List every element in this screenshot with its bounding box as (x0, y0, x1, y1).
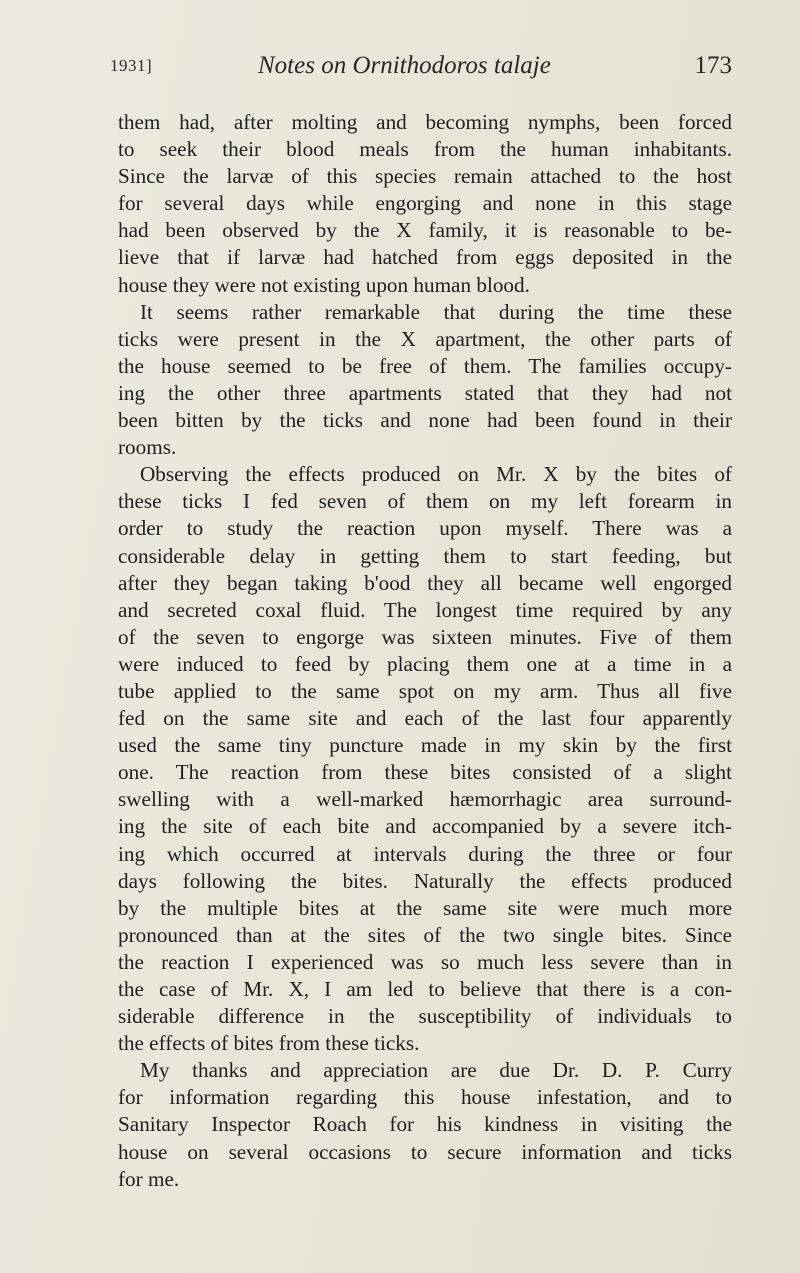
text-line: them had, after molting and becoming nymphs, been forced (118, 110, 732, 134)
text-line: house they were not existing upon human blood. (118, 272, 530, 297)
text-line: and secreted coxal fluid. The longest time required by any (118, 597, 732, 622)
text-line: ing which occurred at intervals during the three or four (118, 841, 732, 866)
text-line: for me. (118, 1166, 180, 1191)
text-line: the house seemed to be free of them. The families occupy- (118, 353, 732, 378)
page-number: 173 (694, 52, 732, 79)
running-header (110, 52, 732, 92)
text-line: lieve that if larvæ had hatched from eggs deposited in the (118, 245, 732, 270)
header-year: 1931] (110, 56, 153, 75)
text-line: order to study the reaction upon myself. There was a (118, 516, 732, 541)
text-line: Observing the effects produced on Mr. X by the bites of (140, 462, 732, 487)
text-line: siderable difference in the susceptibility of individuals to (118, 1004, 732, 1029)
header-title: Notes on Ornithodoros talaje (258, 52, 551, 79)
text-line: after they began taking b'ood they all became well engorged (118, 570, 732, 595)
text-line: the case of Mr. X, I am led to believe that there is a con- (118, 977, 732, 1001)
text-line: days following the bites. Naturally the effects produced (118, 868, 732, 893)
text-line: house on several occasions to secure information and ticks (118, 1139, 732, 1164)
text-line: fed on the same site and each of the last four apparently (118, 706, 732, 731)
text-line: to seek their blood meals from the human inhabitants. (118, 137, 732, 162)
text-line: been bitten by the ticks and none had been found in their (118, 408, 732, 433)
text-line: these ticks I fed seven of them on my left forearm in (118, 489, 732, 514)
text-line: ing the site of each bite and accompanied by a severe itch- (118, 814, 732, 839)
text-line: the effects of bites from these ticks. (118, 1031, 420, 1056)
text-line: swelling with a well-marked hæmorrhagic area surround- (118, 787, 732, 812)
text-line: of the seven to engorge was sixteen minutes. Five of them (118, 624, 732, 649)
text-line: the reaction I experienced was so much less severe than in (118, 949, 732, 974)
text-line: Sanitary Inspector Roach for his kindness in visiting the (118, 1112, 732, 1137)
text-line: one. The reaction from these bites consisted of a slight (118, 760, 732, 785)
text-line: tube applied to the same spot on my arm. Thus all five (118, 678, 732, 703)
text-line: rooms. (118, 435, 177, 460)
text-line: pronounced than at the sites of the two single bites. Since (118, 922, 732, 947)
text-line: My thanks and appreciation are due Dr. D. P. Curry (140, 1058, 732, 1083)
text-line: It seems rather remarkable that during the time these (140, 299, 732, 324)
text-line: Since the larvæ of this species remain attached to the host (118, 164, 732, 189)
text-line: had been observed by the X family, it is reasonable to be- (118, 218, 732, 243)
text-line: were induced to feed by placing them one at a time in a (118, 651, 732, 676)
text-line: used the same tiny puncture made in my skin by the first (118, 733, 732, 758)
text-line: ticks were present in the X apartment, the other parts of (118, 326, 732, 351)
article-body (118, 109, 732, 1193)
text-line: for several days while engorging and none in this stage (118, 191, 732, 216)
text-line: by the multiple bites at the same site were much more (118, 895, 732, 920)
text-line: for information regarding this house infestation, and to (118, 1085, 732, 1110)
text-line: considerable delay in getting them to start feeding, but (118, 543, 732, 568)
text-line: ing the other three apartments stated that they had not (118, 380, 732, 405)
